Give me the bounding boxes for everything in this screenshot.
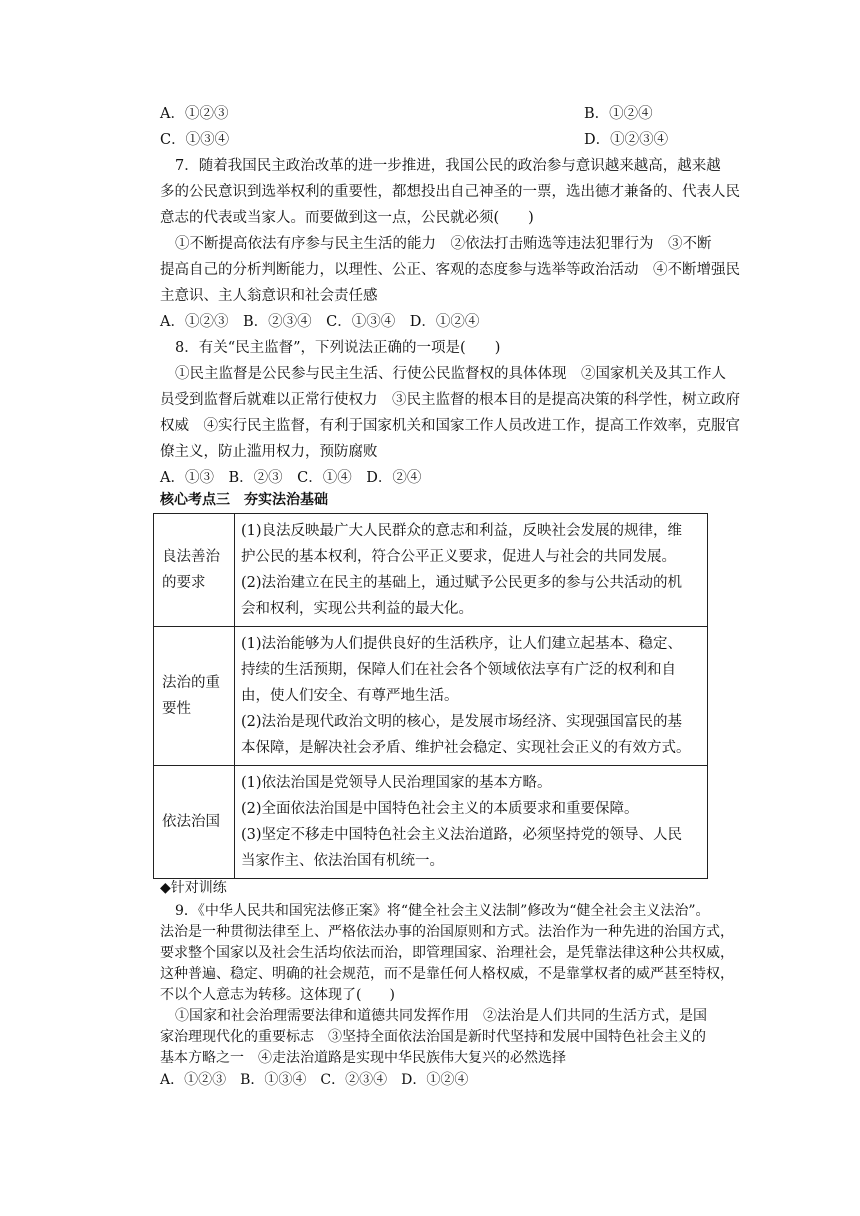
row-body-line: 会和权利，实现公共利益的最大化。 — [241, 601, 473, 617]
row-head-line: 的要求 — [162, 575, 206, 591]
q8-item-line: ①民主监督是公民参与民主生活、行使公民监督权的具体体现 ②国家机关及其工作人 — [175, 366, 726, 382]
row-body — [235, 627, 708, 766]
row-body-line: (2)法治建立在民主的基础上，通过赋予公民更多的参与公共活动的机 — [241, 575, 683, 591]
q7-options: A．①②③ B．②③④ C．①③④ D．①②④ — [160, 314, 480, 330]
q7-stem-line: 意志的代表或当家人。而要做到这一点，公民就必须( ) — [160, 210, 534, 226]
row-body-line: (2)全面依法治国是中国特色社会主义的本质要求和重要保障。 — [241, 801, 639, 817]
q6-option-d: D．①②③④ — [584, 132, 669, 148]
row-body-line: 持续的生活预期，保障人们在社会各个领域依法享有广泛的权利和自 — [241, 662, 676, 678]
q8-item-line: 僚主义，防止滥用权力，预防腐败 — [160, 444, 378, 460]
knowledge-table — [153, 513, 708, 879]
q9-line: 要求整个国家以及社会生活均依法而治，即管理国家、治理社会，是凭靠法律这种公共权威， — [160, 945, 734, 961]
row-body — [235, 514, 708, 627]
q9-line: 这种普遍、稳定、明确的社会规范，而不是靠任何人格权威，不是靠掌权者的威严甚至特权， — [160, 966, 734, 982]
q7-stem-line: 7．随着我国民主政治改革的进一步推进，我国公民的政治参与意识越来越高，越来越 — [175, 158, 721, 174]
q6-option-b: B．①②④ — [584, 106, 653, 122]
q9-line: ①国家和社会治理需要法律和道德共同发挥作用 ②法治是人们共同的生活方式，是国 — [175, 1008, 707, 1024]
q9-options: A．①②③ B．①③④ C．②③④ D．①②④ — [160, 1072, 469, 1088]
row-body-line: (1)依法治国是党领导人民治理国家的基本方略。 — [241, 775, 552, 791]
q9-line: 法治是一种贯彻法律至上、严格依法办事的治国原则和方式。法治作为一种先进的治国方式， — [160, 924, 734, 940]
row-head — [154, 514, 235, 627]
row-head-line: 法治的重 — [162, 675, 220, 691]
row-head — [154, 766, 235, 879]
row-body-line: (1)良法反映最广大人民群众的意志和利益，反映社会发展的规律，维 — [241, 523, 683, 539]
row-body — [235, 766, 708, 879]
q9-line: 基本方略之一 ④走法治道路是实现中华民族伟大复兴的必然选择 — [160, 1050, 566, 1066]
section-title: 核心考点三 夯实法治基础 — [160, 492, 328, 508]
q9-line: 不以个人意志为转移。这体现了( ) — [160, 987, 395, 1003]
row-head-line: 良法善治 — [162, 549, 220, 565]
q8-item-line: 员受到监督后就难以正常行使权力 ③民主监督的根本目的是提高决策的科学性，树立政府 — [160, 392, 740, 408]
q7-item-line: ①不断提高依法有序参与民主生活的能力 ②依法打击贿选等违法犯罪行为 ③不断 — [175, 236, 712, 252]
row-body-line: (1)法治能够为人们提供良好的生活秩序，让人们建立起基本、稳定、 — [241, 636, 683, 652]
row-body-line: (2)法治是现代政治文明的核心，是发展市场经济、实现强国富民的基 — [241, 714, 683, 730]
q9-line: 9．《中华人民共和国宪法修正案》将“健全社会主义法制”修改为“健全社会主义法治”。 — [175, 903, 710, 919]
row-body-line: 由，使人们安全、有尊严地生活。 — [241, 688, 459, 704]
table-row — [154, 627, 708, 766]
q9-line: 家治理现代化的重要标志 ③坚持全面依法治国是新时代坚持和发展中国特色社会主义的 — [160, 1029, 706, 1045]
q6-option-c: C．①③④ — [160, 132, 230, 148]
q7-stem-line: 多的公民意识到选举权利的重要性，都想投出自己神圣的一票，选出德才兼备的、代表人民 — [160, 184, 740, 200]
row-head-line: 依法治国 — [162, 814, 220, 830]
q7-item-line: 主意识、主人翁意识和社会责任感 — [160, 288, 378, 304]
q6-option-a: A．①②③ — [160, 106, 229, 122]
row-body-line: 本保障，是解决社会矛盾、维护社会稳定、实现社会正义的有效方式。 — [241, 740, 691, 756]
table-row — [154, 514, 708, 627]
row-head — [154, 627, 235, 766]
q8-item-line: 权威 ④实行民主监督，有利于国家机关和国家工作人员改进工作，提高工作效率，克服官 — [160, 418, 740, 434]
training-title: ◆针对训练 — [160, 880, 227, 896]
q7-item-line: 提高自己的分析判断能力，以理性、公正、客观的态度参与选举等政治活动 ④不断增强民 — [160, 262, 740, 278]
q8-options: A．①③ B．②③ C．①④ D．②④ — [160, 470, 422, 486]
row-body-line: 护公民的基本权利，符合公平正义要求，促进人与社会的共同发展。 — [241, 549, 676, 565]
row-body-line: (3)坚定不移走中国特色社会主义法治道路，必须坚持党的领导、人民 — [241, 827, 683, 843]
table-row — [154, 766, 708, 879]
row-body-line: 当家作主、依法治国有机统一。 — [241, 853, 444, 869]
row-head-line: 要性 — [162, 701, 191, 717]
q8-stem: 8．有关“民主监督”，下列说法正确的一项是( ) — [175, 340, 501, 356]
